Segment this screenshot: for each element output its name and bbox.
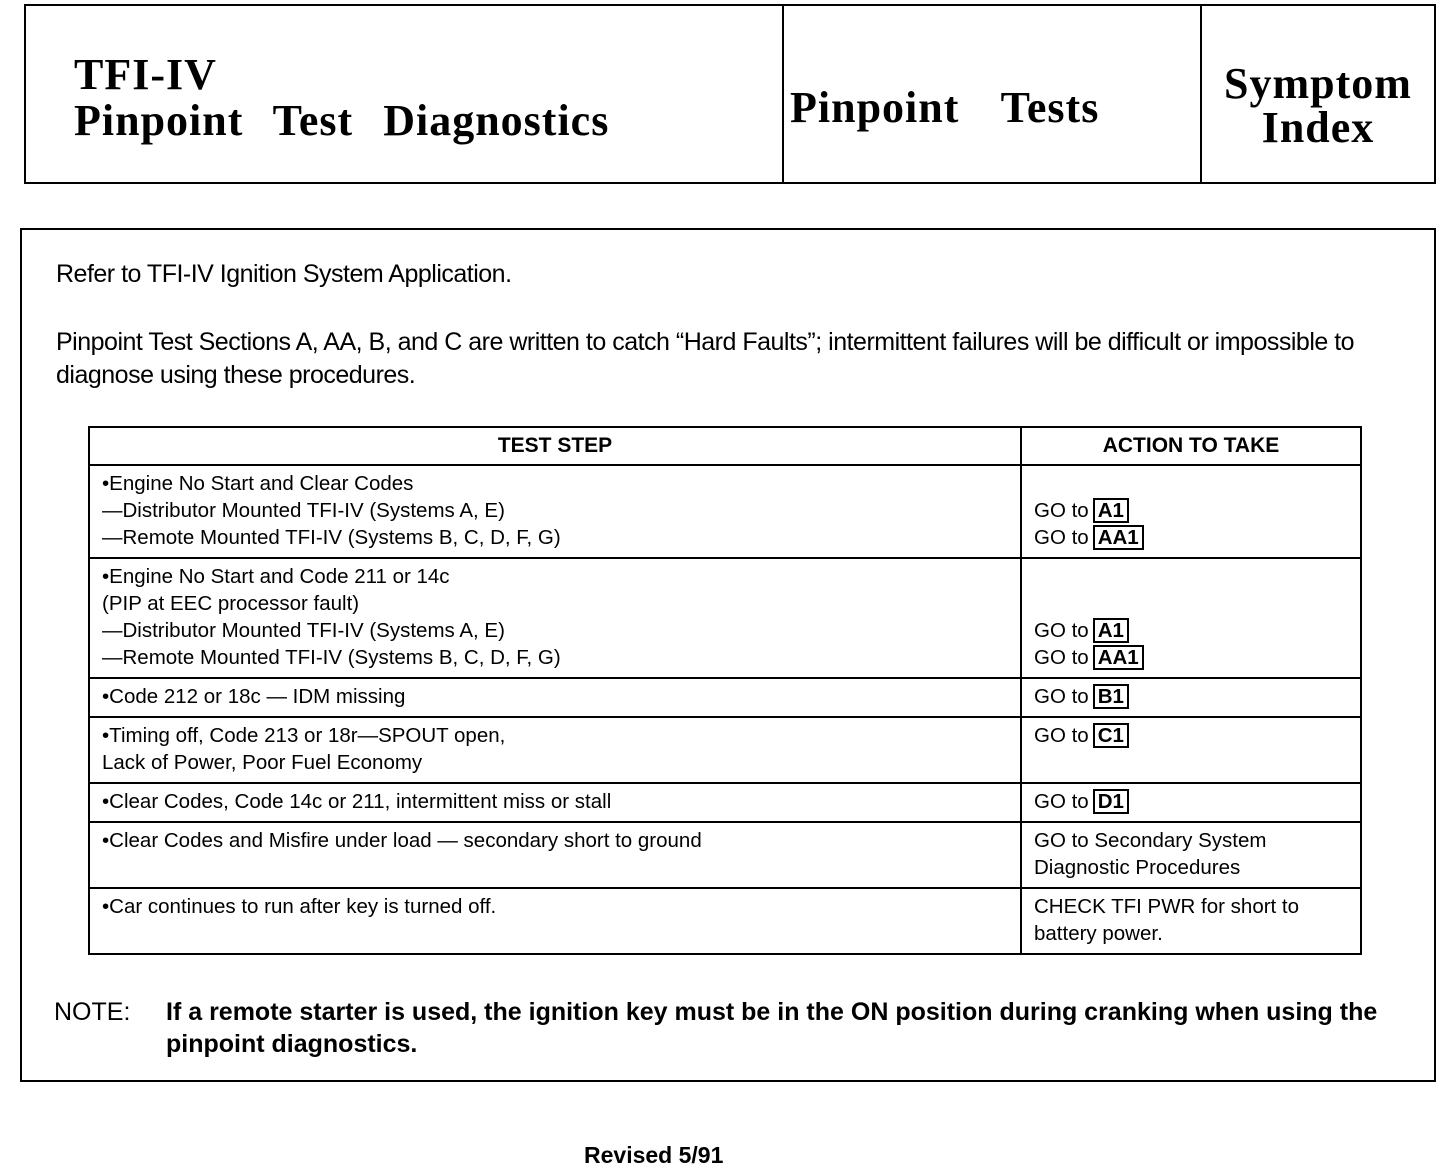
test-step-cell: [89, 783, 1021, 822]
action-text: battery power.: [1034, 922, 1163, 945]
test-ref-link[interactable]: A1: [1093, 498, 1129, 523]
test-ref-link[interactable]: D1: [1093, 789, 1129, 814]
table-row: [89, 717, 1361, 783]
action-spacer: [1034, 563, 1348, 590]
test-step-cell: [89, 717, 1021, 783]
test-step-line: Lack of Power, Poor Fuel Economy: [102, 751, 423, 774]
action-cell: [1021, 822, 1361, 888]
page-header: [24, 4, 1436, 184]
action-line: [1034, 827, 1348, 854]
test-ref-link[interactable]: AA1: [1093, 645, 1144, 670]
revision-footer: Revised 5/91: [584, 1142, 724, 1168]
header-action: ACTION TO TAKE: [1021, 427, 1361, 465]
table-row: [89, 678, 1361, 717]
intro-refer: Refer to TFI-IV Ignition System Application.: [56, 260, 512, 288]
intro-paragraph: Pinpoint Test Sections A, AA, B, and C are written to catch “Hard Faults”; intermittent failures will be difficult or impossible to diagnose using these procedures.: [56, 328, 1355, 389]
action-text: GO to: [1034, 526, 1089, 549]
test-step-line: (PIP at EEC processor fault): [102, 592, 360, 615]
symptom-index-line2: Index: [1261, 103, 1375, 152]
test-step-line: •Car continues to run after key is turned off.: [102, 895, 497, 918]
test-ref-link[interactable]: AA1: [1093, 525, 1144, 550]
note-label: NOTE:: [54, 998, 131, 1026]
action-text: GO to Secondary System: [1034, 829, 1267, 852]
action-text: GO to: [1034, 724, 1089, 747]
test-step-cell: [89, 558, 1021, 678]
test-step-line: •Clear Codes, Code 14c or 211, intermittent miss or stall: [102, 790, 612, 813]
table-body: [89, 465, 1361, 954]
test-step-line: •Engine No Start and Code 211 or 14c: [102, 565, 450, 588]
test-step-cell: [89, 465, 1021, 558]
header-test-step: TEST STEP: [89, 427, 1021, 465]
test-step-cell: [89, 888, 1021, 954]
table-row: [89, 783, 1361, 822]
action-text: GO to: [1034, 646, 1089, 669]
symptom-index-link[interactable]: [1202, 6, 1434, 182]
action-text: GO to: [1034, 499, 1089, 522]
test-ref-link[interactable]: B1: [1093, 684, 1129, 709]
action-text: GO to: [1034, 790, 1089, 813]
header-section-label: Pinpoint Tests: [790, 83, 1100, 132]
action-line: [1034, 683, 1348, 710]
action-text: Diagnostic Procedures: [1034, 856, 1241, 879]
action-cell: [1021, 783, 1361, 822]
test-step-line: —Distributor Mounted TFI-IV (Systems A, E): [102, 619, 505, 642]
table-row: [89, 888, 1361, 954]
test-step-line: —Distributor Mounted TFI-IV (Systems A, E): [102, 499, 505, 522]
action-spacer: [1034, 470, 1348, 497]
action-cell: [1021, 678, 1361, 717]
header-title-line2: Pinpoint Test Diagnostics: [74, 96, 610, 145]
test-ref-link[interactable]: C1: [1093, 723, 1129, 748]
test-step-line: •Timing off, Code 213 or 18r—SPOUT open,: [102, 724, 506, 747]
test-step-table: [88, 426, 1362, 955]
action-text: GO to: [1034, 619, 1089, 642]
test-step-line: •Engine No Start and Clear Codes: [102, 472, 414, 495]
test-step-line: •Clear Codes and Misfire under load — secondary short to ground: [102, 829, 702, 852]
header-section-cell[interactable]: [784, 6, 1202, 182]
action-cell: [1021, 465, 1361, 558]
test-step-line: —Remote Mounted TFI-IV (Systems B, C, D, F, G): [102, 526, 561, 549]
action-line: [1034, 854, 1348, 881]
header-title-line1: TFI-IV: [74, 50, 217, 99]
action-spacer: [1034, 590, 1348, 617]
action-line: [1034, 524, 1348, 551]
test-step-cell: [89, 678, 1021, 717]
action-text: GO to: [1034, 685, 1089, 708]
action-cell: [1021, 717, 1361, 783]
header-title-cell: [26, 6, 784, 182]
table-header-row: [89, 427, 1361, 465]
action-line: [1034, 617, 1348, 644]
test-step-line: —Remote Mounted TFI-IV (Systems B, C, D, F, G): [102, 646, 561, 669]
action-line: [1034, 788, 1348, 815]
table-row: [89, 558, 1361, 678]
action-text: CHECK TFI PWR for short to: [1034, 895, 1300, 918]
note: [54, 996, 1424, 1060]
test-step-line: •Code 212 or 18c — IDM missing: [102, 685, 406, 708]
test-step-cell: [89, 822, 1021, 888]
action-line: [1034, 893, 1348, 920]
symptom-index-line1: Symptom: [1224, 59, 1412, 108]
action-cell: [1021, 558, 1361, 678]
action-line: [1034, 497, 1348, 524]
table-row: [89, 465, 1361, 558]
action-cell: [1021, 888, 1361, 954]
note-text: If a remote starter is used, the ignition key must be in the ON position during cranking when using the pinpoint diagnostics.: [166, 998, 1378, 1058]
action-line: [1034, 644, 1348, 671]
action-line: [1034, 722, 1348, 749]
table-row: [89, 822, 1361, 888]
main-panel: [20, 228, 1436, 1082]
test-ref-link[interactable]: A1: [1093, 618, 1129, 643]
action-line: [1034, 920, 1348, 947]
